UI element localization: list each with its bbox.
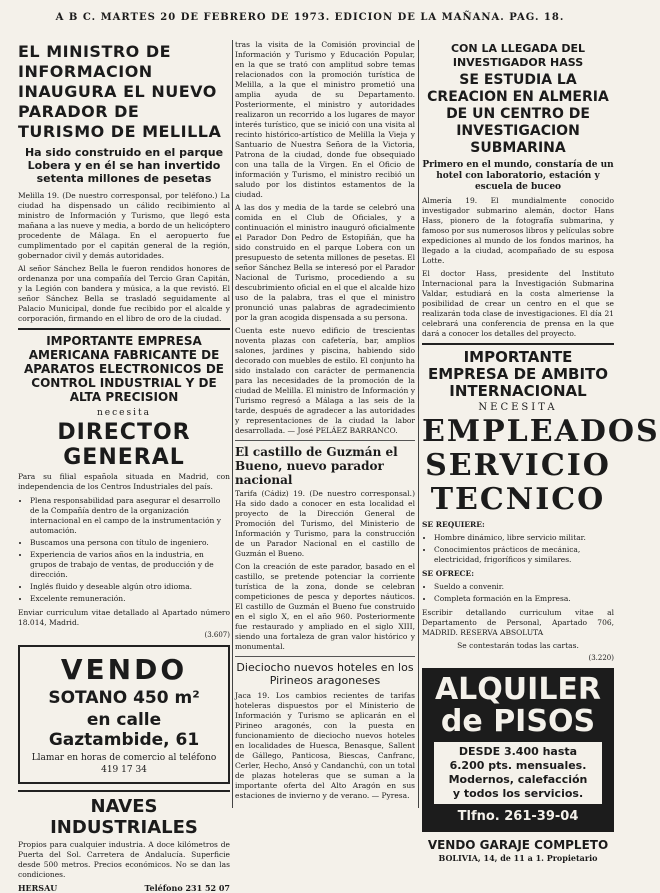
director-ad (18, 334, 230, 639)
alquiler-line: 6.200 pts. mensuales. (449, 759, 587, 772)
article-paragraph: Tarifa (Cádiz) 19. (De nuestro corresponsal.) Ha sido dado a conocer en esta localidad el proyecto de la Dirección General de Promoción del Turismo, del Ministerio de Información y Turismo, para la construcción de un Parador Nacional en el castillo de Guzmán el Bueno. (235, 489, 415, 558)
list-item: • Excelente remuneración. (30, 594, 230, 604)
director-bullets (18, 496, 230, 604)
divider (18, 328, 230, 330)
page-header: A B C. MARTES 20 DE FEBRERO DE 1973. EDICION DE LA MAÑANA. PAG. 18. (55, 12, 565, 23)
list-item: • Buscamos una persona con título de ingeniero. (30, 538, 230, 548)
alquiler-phone: Tlfno. 261-39-04 (457, 809, 579, 824)
offers-list (422, 582, 614, 604)
vendo-line: en calle Gaztambide, 61 (48, 710, 200, 750)
article-paragraph: Melilla 19. (De nuestro corresponsal, por teléfono.) La ciudad ha dispensado un cálido recibimiento al ministro de Información y Turismo, que llegó esta mañana a las nueve y media, a bordo de un helicóptero procedente de Málaga. En el aeropuerto fue cumplimentado por el capitán general de la región, gobernador civil y demás autoridades. (18, 191, 230, 260)
offers-label: SE OFRECE: (422, 569, 475, 578)
director-contact: Enviar curriculum vitae detallado al Apartado número 18.014, Madrid. (18, 608, 230, 627)
necesita-label: NECESITA (478, 402, 558, 413)
list-item: • Inglés fluido y deseable algún otro idioma. (30, 582, 230, 592)
article-paragraph: Con la creación de este parador, basado en el castillo, se pretende potenciar la corriente turística de la zona, donde se celebran competiciones de pesca y deportes náuticos. El castillo de Guzmán el Bueno fue construido en el siglo X, en el año 960. Posteriormente fue restaurado y ampliado en el siglo XIII, siendo una fortaleza de gran valor histórico y monumental. (235, 562, 415, 651)
vendo-line: SOTANO 450 m² (48, 688, 200, 708)
vendo-contact: Llamar en horas de comercio al teléfono 419 17 34 (31, 753, 217, 775)
article-paragraph: Al señor Sánchez Bella le fueron rendidos honores de ordenanza por una compañía del Tercio Gran Capitán, y la Legión con bandera y música, a la que revistó. El señor Sánchez Bella se trasladó seguidamente al Palacio Municipal, donde fue recibido por el alcalde y corporación, firmando en el libro de oro de la ciudad. (18, 264, 230, 323)
empleados-note: Se contestarán todas las cartas. (457, 641, 579, 650)
naves-phone: Teléfono 231 52 07 (144, 883, 230, 893)
article-paragraph: El doctor Hass, presidente del Instituto Internacional para la Investigación Submarina Valdar, estudiará en la costa almeriense la posibilidad de crear un centro en el que se realizarán toda clase de investigaciones. El día 21 celebrará una conferencia de prensa en la que dará a conocer los detalles del proyecto. (422, 269, 614, 338)
article-paragraph: Cuenta este nuevo edificio de trescientas noventa plazas con cafetería, bar, amplios salones, jardines y piscina, habiendo sido decorado con muebles de estilo. El conjunto ha sido instalado con carácter de permanencia para las necesidades de la promoción de la ciudad de Melilla. El ministro de Información y Turismo regresó a Málaga a las seis de la tarde, después de agradecer a las autoridades y representaciones de la ciudad la labor desarrollada. — José PELÁEZ BARRANCO. (235, 326, 415, 435)
article-paragraph: A las dos y media de la tarde se celebró una comida en el Club de Oficiales, y a continuación el ministro inauguró oficialmente el Parador Don Pedro de Estopiñán, que ha sido construido en el parque Lobera con un presupuesto de setenta millones de pesetas. El señor Sánchez Bella se interesó por el Parador Nacional de Turismo, procediendo a su descubrimiento oficial en el que el alcalde hizo uso de la palabra, tras el que el ministro pronunció unas palabras de agradecimiento por la gran acogida dispensada a su persona. (235, 203, 415, 322)
empleados-ad (422, 348, 660, 662)
necesita-label: necesita (97, 408, 151, 418)
list-item: • Conocimientos prácticos de mecánica, electricidad, frigoríficos y similares. (434, 545, 614, 565)
column-rule (418, 40, 419, 808)
alquiler-line: Modernos, calefacción (448, 773, 588, 786)
hass-headline: SE ESTUDIA LA CREACION EN ALMERIA DE UN CENTRO DE INVESTIGACION SUBMARINA (427, 72, 609, 156)
requires-list (422, 533, 614, 565)
director-intro: Para su filial española situada en Madrid, con independencia de los Centros Industriales del país. (18, 472, 230, 491)
naves-footer (18, 883, 230, 893)
alquiler-details (434, 742, 602, 804)
alquiler-ad (422, 668, 614, 832)
castillo-headline: El castillo de Guzmán el Bueno, nuevo parador nacional (235, 445, 398, 487)
alquiler-line: y todos los servicios. (452, 787, 584, 800)
list-item: • Hombre dinámico, libre servicio militar. (434, 533, 614, 543)
article-paragraph: Jaca 19. Los cambios recientes de tarifas hoteleras dispuestos por el Ministerio de Información y Turismo se aplicarán en el Pirineo aragonés, con la puesta en funcionamiento de dieciocho nuevos hoteles en localidades de Huesca, Benasque, Sallent de Gállego, Panticosa, Biescas, Canfranc, Cerler, Hecho, Ansó y Candanchú, con un total de plazas hoteleras que se suman a la importante oferta del Alto Aragón en sus estaciones de invierno y de verano. — Pyresa. (235, 691, 415, 800)
list-item: • Completa formación en la Empresa. (434, 594, 614, 604)
naves-text: Propios para cualquier industria. A doce kilómetros de Puerta del Sol. Carretera de Andalucía. Superficie desde 500 metros. Precios económicos. No se dan las condiciones. (18, 840, 230, 879)
empleados-line: SERVICIO (425, 448, 611, 483)
vendo-title: VENDO (60, 653, 188, 686)
ad-reference: (3.607) (204, 631, 230, 639)
hoteles-headline: Dieciocho nuevos hoteles en los Pirineos aragoneses (236, 661, 414, 687)
director-position: DIRECTOR GENERAL (57, 420, 191, 470)
naves-title: NAVES INDUSTRIALES (50, 796, 198, 838)
divider (235, 656, 415, 657)
ad-reference: (3.220) (588, 654, 614, 662)
melilla-headline: EL MINISTRO DE INFORMACION INAUGURA EL NUEVO PARADOR DE TURISMO DE MELILLA (18, 42, 222, 141)
naves-company: HERSAU (18, 883, 58, 893)
empleados-line: TECNICO (430, 482, 606, 517)
column-middle (235, 40, 415, 808)
article-paragraph: Almería 19. El mundialmente conocido investigador submarino alemán, doctor Hans Hass, pionero de la fotografía submarina, y famoso por sus numerosos libros y películas sobre expediciones al mundo de los fondos marinos, ha llegado a la ciudad, acompañado de su esposa Lotte. (422, 196, 614, 265)
column-left (18, 40, 230, 893)
hass-kicker: CON LA LLEGADA DEL INVESTIGADOR HASS (450, 42, 585, 69)
empleados-contact: Escribir detallando curriculum vitae al Departamento de Personal, Apartado 706, MADRID. RESERVA ABSOLUTA (422, 608, 614, 637)
hass-subtitle: Primero en el mundo, constaría de un hotel con laboratorio, estación y escuela de buceo (422, 160, 614, 192)
melilla-article (18, 42, 230, 324)
article-paragraph: tras la visita de la Comisión provincial de Información y Turismo y Educación Popular, en la que se trató con amplitud sobre temas relacionados con la promoción turística de Melilla, a la que el ministro prometió una amplia ayuda de su Departamento. Posteriormente, el ministro y autoridades realizaron un recorrido a los lugares de mayor interés turístico, que se inició con una visita al recinto histórico-artístico de Melilla la Vieja y Santuario de Nuestra Señora de la Victoria, Patrona de la ciudad, donde fue obsequiado con una talla de la Virgen. En el Oficio de información y Turismo, el ministro recibió un saludo por los distintos estamentos de la ciudad. (235, 40, 415, 199)
list-item: • Sueldo a convenir. (434, 582, 614, 592)
garaje-title: VENDO GARAJE COMPLETO (427, 838, 609, 852)
empleados-heading: IMPORTANTE EMPRESA DE AMBITO INTERNACIONAL (427, 348, 609, 400)
requires-label: SE REQUIERE: (422, 520, 485, 529)
naves-ad (18, 796, 230, 893)
alquiler-title: de PISOS (440, 704, 596, 739)
list-item: • Experiencia de varios años en la industria, en grupos de trabajo de ventas, de producción y de dirección. (30, 550, 230, 580)
alquiler-line: DESDE 3.400 hasta (458, 745, 578, 758)
divider (18, 790, 230, 792)
column-rule (232, 40, 233, 808)
divider (235, 440, 415, 441)
melilla-subtitle: Ha sido construido en el parque Lobera y en él se han invertido setenta millones de pesetas (24, 146, 224, 185)
director-ad-heading: IMPORTANTE EMPRESA AMERICANA FABRICANTE DE APARATOS ELECTRONICOS DE CONTROL INDUSTRIAL Y DE ALTA PRECISION (23, 334, 225, 404)
empleados-line: EMPLEADOS (422, 414, 660, 449)
alquiler-title: ALQUILER (434, 672, 602, 707)
garaje-detail: BOLIVIA, 14, de 11 a 1. Propietario (438, 853, 598, 863)
vendo-sotano-ad (18, 645, 230, 784)
column-right (422, 40, 660, 863)
divider (422, 343, 614, 345)
list-item: • Plena responsabilidad para asegurar el desarrollo de la Compañía dentro de la organización internacional en el campo de la instrumentación y automación. (30, 496, 230, 536)
